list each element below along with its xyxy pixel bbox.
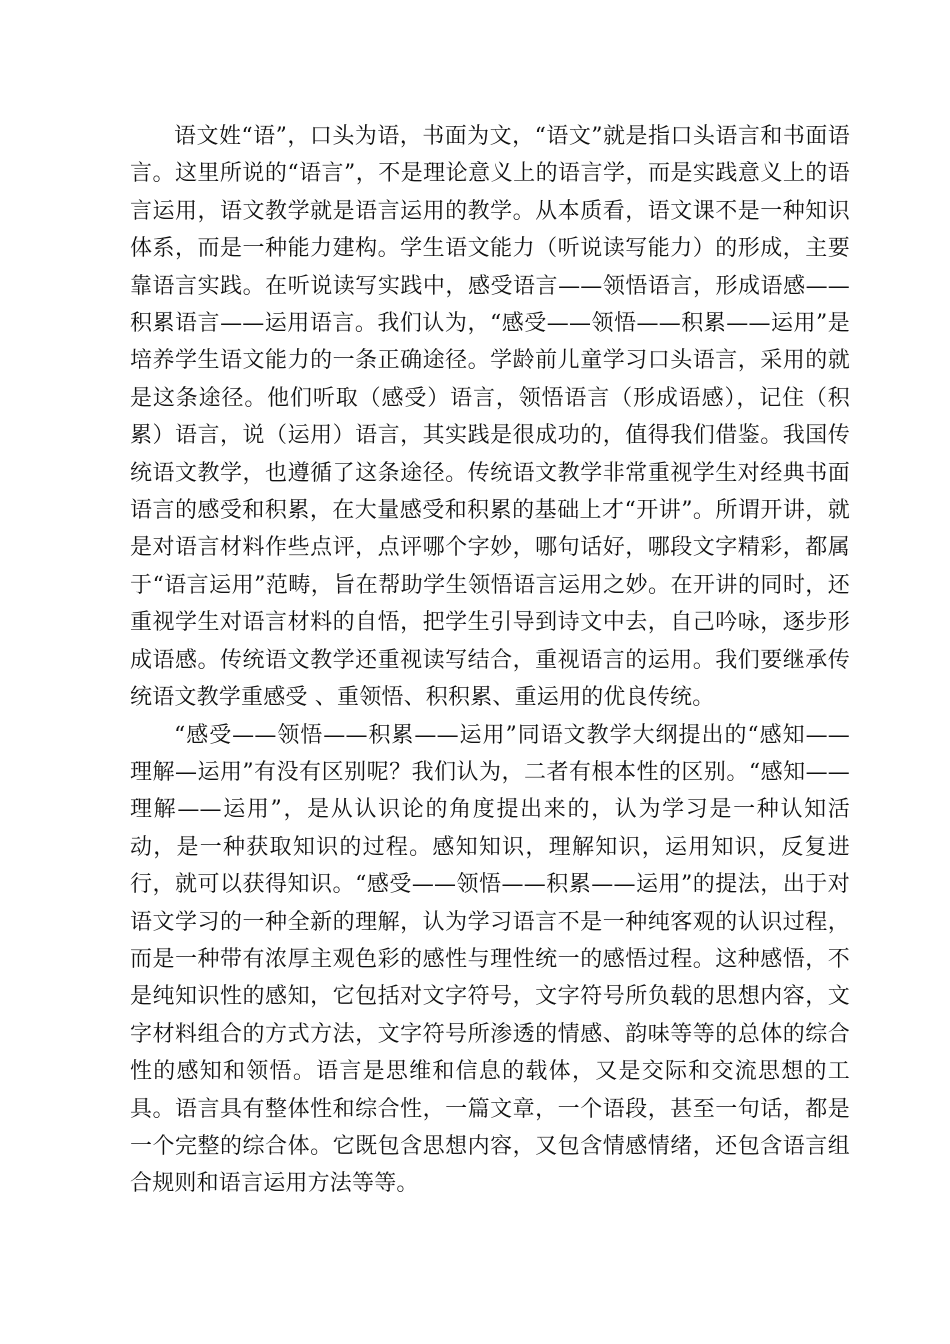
paragraph-2: “感受——领悟——积累——运用”同语文教学大纲提出的“感知——理解—运用”有没有区别呢？我们认为，二者有根本性的区别。“感知——理解——运用”，是从认识论的角度提出来的，认为学习是一种认知活动，是一种获取知识的过程。感知知识，理解知识，运用知识，反复进行，就可以获得知识。“感受——领悟——积累——运用”的提法，出于对语文学习的一种全新的理解，认为学习语言不是一种纯客观的认识过程，而是一种带有浓厚主观色彩的感性与理性统一的感悟过程。这种感悟，不是纯知识性的感知，它包括对文字符号，文字符号所负载的思想内容，文字材料组合的方式方法，文字符号所渗透的情感、韵味等等的总体的综合性的感知和领悟。语言是思维和信息的载体，又是交际和交流思想的工具。语言具有整体性和综合性，一篇文章，一个语段，甚至一句话，都是一个完整的综合体。它既包含思想内容，又包含情感情绪，还包含语言组合规则和语言运用方法等等。: [130, 722, 850, 1197]
document-body: [130, 118, 850, 1203]
paragraph-1: 语文姓“语”，口头为语，书面为文，“语文”就是指口头语言和书面语言。这里所说的“语言”，不是理论意义上的语言学，而是实践意义上的语言运用，语文教学就是语言运用的教学。从本质看，语文课不是一种知识体系，而是一种能力建构。学生语文能力（听说读写能力）的形成，主要靠语言实践。在听说读写实践中，感受语言——领悟语言，形成语感——积累语言——运用语言。我们认为，“感受——领悟——积累——运用”是培养学生语文能力的一条正确途径。学龄前儿童学习口头语言，采用的就是这条途径。他们听取（感受）语言，领悟语言（形成语感），记住（积累）语言，说（运用）语言，其实践是很成功的，值得我们借鉴。我国传统语文教学，也遵循了这条途径。传统语文教学非常重视学生对经典书面语言的感受和积累，在大量感受和积累的基础上才“开讲”。所谓开讲，就是对语言材料作些点评，点评哪个字妙，哪句话好，哪段文字精彩，都属于“语言运用”范畴，旨在帮助学生领悟语言运用之妙。在开讲的同时，还重视学生对语言材料的自悟，把学生引导到诗文中去，自己吟咏，逐步形成语感。传统语文教学还重视读写结合，重视语言的运用。我们要继承传统语文教学重感受 、重领悟、积积累、重运用的优良传统。: [130, 124, 850, 711]
